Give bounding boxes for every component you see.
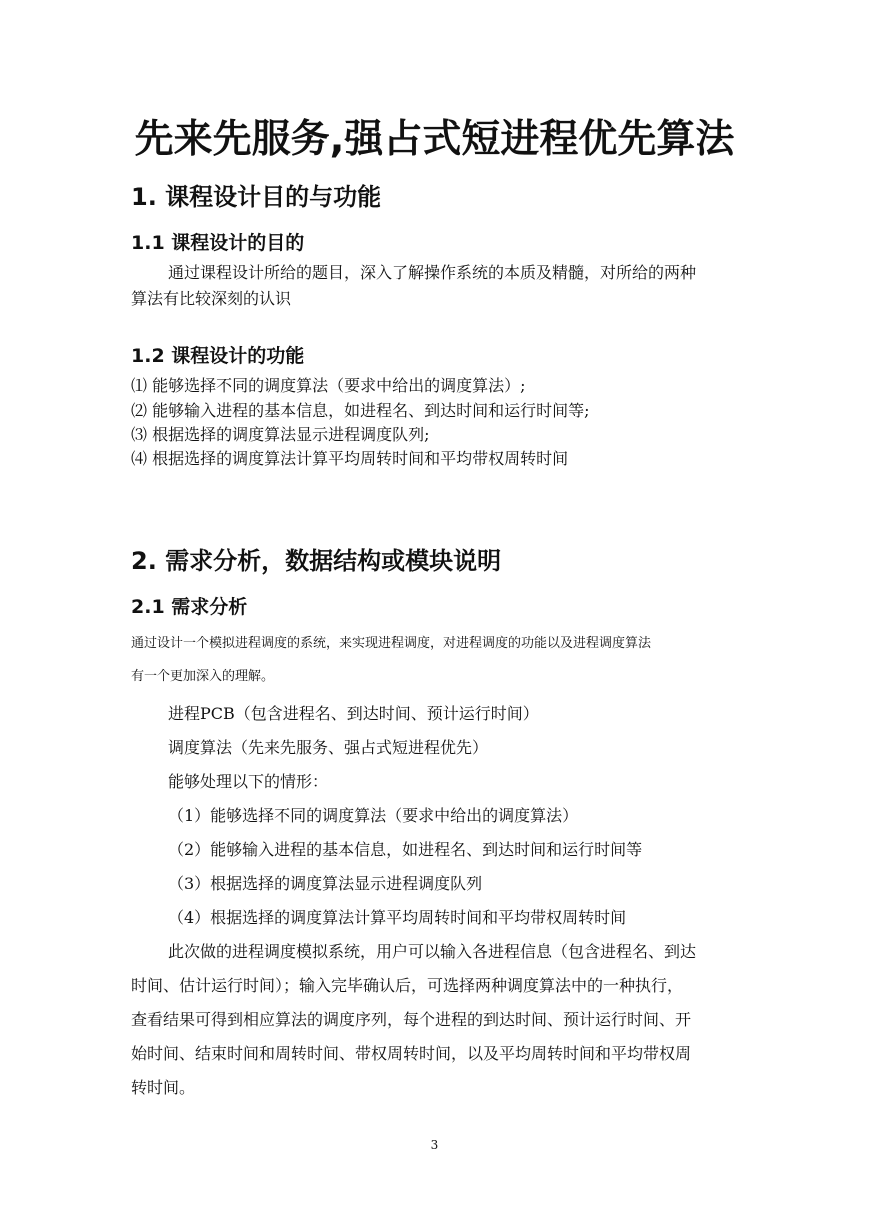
- section-1-1-heading: 1.1 课程设计的目的: [131, 232, 305, 254]
- paragraph-line: 调度算法（先来先服务、强占式短进程优先）: [168, 738, 489, 757]
- section-1-2-heading: 1.2 课程设计的功能: [131, 345, 305, 367]
- list-item: ⑴ 能够选择不同的调度算法（要求中给出的调度算法）;: [131, 376, 526, 395]
- paragraph-line: 始时间、结束时间和周转时间、带权周转时间，以及平均周转时间和平均带权周: [131, 1044, 692, 1063]
- list-item: （3）根据选择的调度算法显示进程调度队列: [168, 874, 483, 893]
- section-2-heading: 2. 需求分析，数据结构或模块说明: [131, 547, 502, 575]
- list-item: （1）能够选择不同的调度算法（要求中给出的调度算法）: [168, 806, 579, 825]
- list-item: （4）根据选择的调度算法计算平均周转时间和平均带权周转时间: [168, 908, 627, 927]
- page-number: 3: [430, 1138, 439, 1152]
- paragraph-line: 通过课程设计所给的题目，深入了解操作系统的本质及精髓，对所给的两种: [168, 263, 697, 282]
- paragraph-line: 算法有比较深刻的认识: [131, 289, 292, 308]
- paragraph-line: 有一个更加深入的理解。: [131, 669, 275, 684]
- paragraph-line: 此次做的进程调度模拟系统，用户可以输入各进程信息（包含进程名、到达: [168, 942, 697, 961]
- paragraph-line: 时间、估计运行时间）；输入完毕确认后，可选择两种调度算法中的一种执行，: [131, 976, 684, 995]
- section-1-heading: 1. 课程设计目的与功能: [131, 183, 382, 211]
- list-item: （2）能够输入进程的基本信息，如进程名、到达时间和运行时间等: [168, 840, 643, 859]
- paragraph-line: 能够处理以下的情形：: [168, 772, 329, 791]
- paragraph-line: 转时间。: [131, 1078, 196, 1097]
- document-title: 先来先服务,强占式短进程优先算法: [134, 117, 735, 162]
- paragraph-line: 进程PCB（包含进程名、到达时间、预计运行时间）: [168, 704, 539, 723]
- section-2-1-heading: 2.1 需求分析: [131, 596, 248, 618]
- list-item: ⑷ 根据选择的调度算法计算平均周转时间和平均带权周转时间: [131, 449, 569, 468]
- list-item: ⑶ 根据选择的调度算法显示进程调度队列;: [131, 425, 430, 444]
- paragraph-line: 查看结果可得到相应算法的调度序列，每个进程的到达时间、预计运行时间、开: [131, 1010, 692, 1029]
- list-item: ⑵ 能够输入进程的基本信息，如进程名、到达时间和运行时间等;: [131, 401, 590, 420]
- paragraph-line: 通过设计一个模拟进程调度的系统，来实现进程调度，对进程调度的功能以及进程调度算法: [131, 636, 652, 651]
